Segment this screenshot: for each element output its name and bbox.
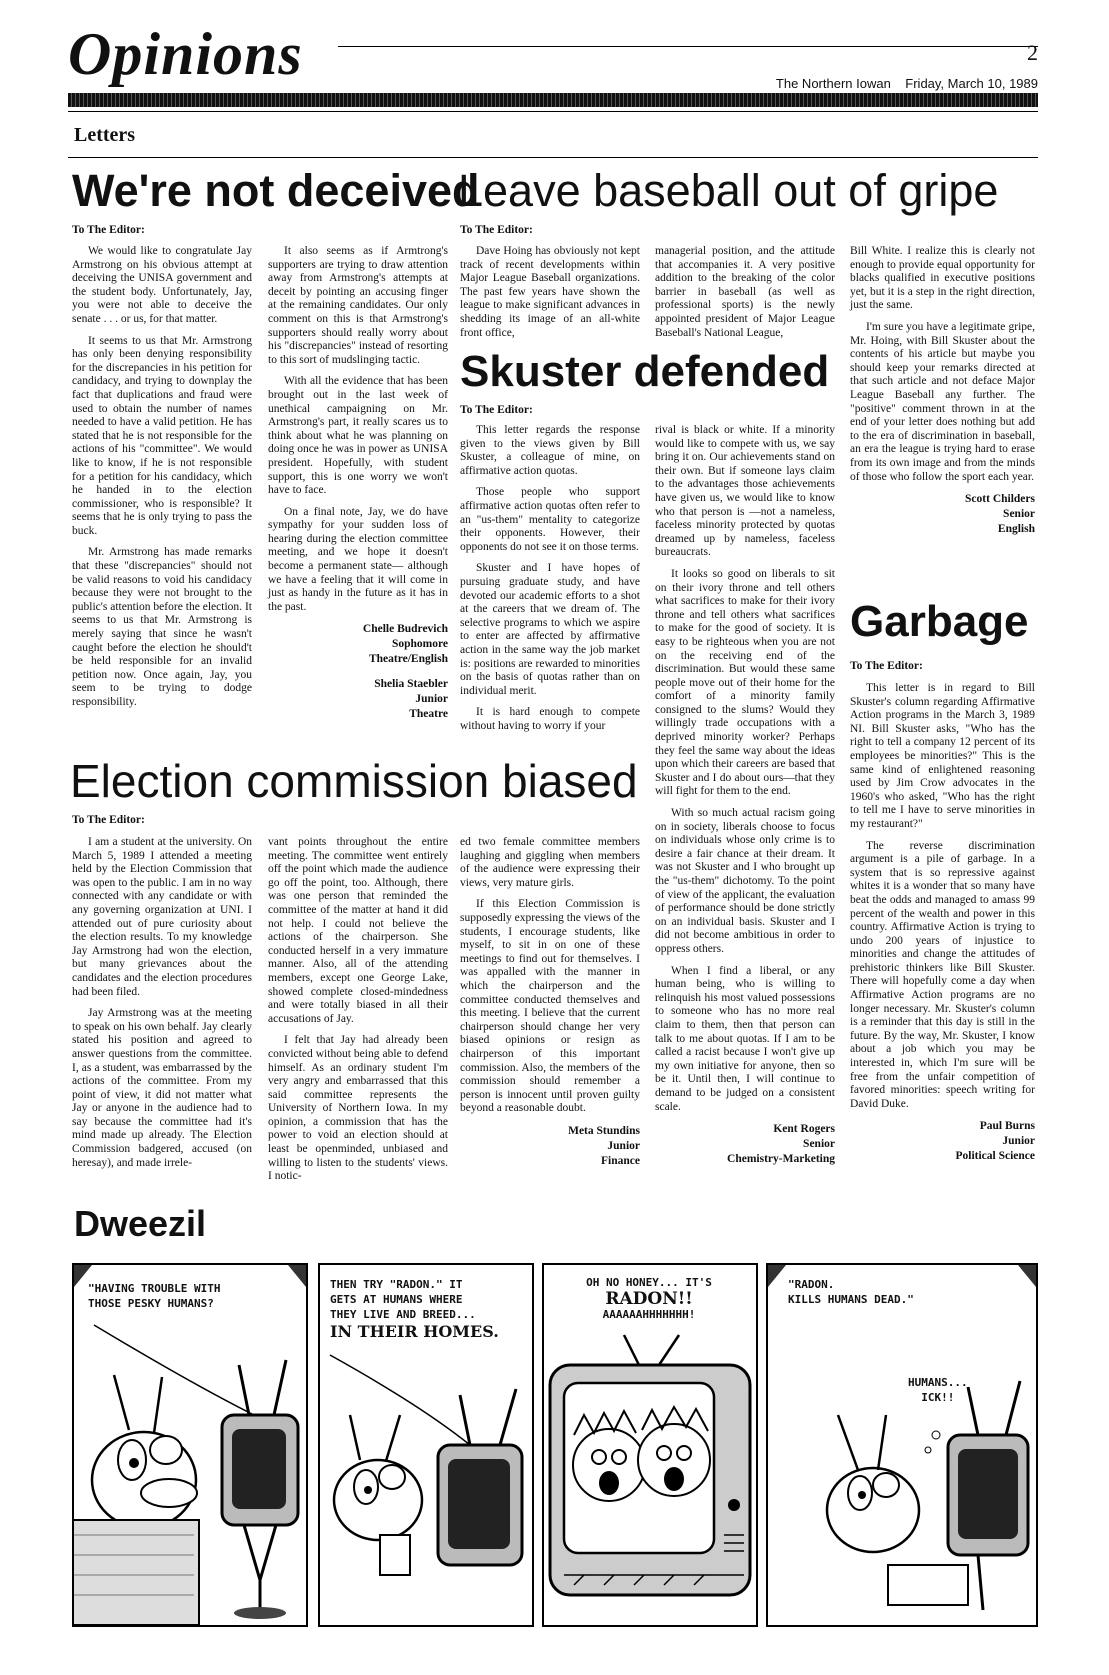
letter2-paragraph: I'm sure you have a legitimate gripe, Mr. Hoing, with Bill Skuster about the contents of his article but maybe you should keep your remarks directed at that such article and not deface Major League Baseball any further. The "positive" comment thrown in at the end of your letter does nothing but add to the era of discrimination in baseball, an era the league is trying hard to erase from its own image and from the minds of those who follow the sport each year. (850, 320, 1035, 483)
letter3-salutation: To The Editor: (460, 404, 533, 416)
letter1-paragraph: Mr. Armstrong has made remarks that these "discrepancies" should not be valid reasons to void his candidacy because they were not brought to the public's attention before the election. It seems to us that Mr. Armstrong is merely saying that since he wasn't caught before the election he should't be held responsible for an invalid petition now. Once again, Jay, you seem to be trying to dodge responsibility. (72, 546, 252, 708)
letter1-column-2 (268, 245, 448, 722)
letter1-signature-2 (268, 677, 448, 722)
letter3-paragraph: This letter regards the response given to the views given by Bill Skuster, a colleague of mine, on affirmative action quotas. (460, 424, 640, 477)
letter1-salutation: To The Editor: (72, 224, 145, 236)
comic-panel-4-caption (788, 1277, 914, 1307)
caption-line: THEN TRY "RADON." IT (330, 1278, 463, 1291)
caption-line: THEY LIVE AND BREED... (330, 1308, 476, 1321)
letter2-headline: Leave baseball out of gripe (458, 165, 999, 216)
page-number: 2 (1027, 40, 1038, 65)
letter1-column-1 (72, 245, 252, 718)
signer-name: Paul Burns (979, 1120, 1035, 1133)
letter3-paragraph: Skuster and I have hopes of pursuing graduate study, and have devoted our academic efforts to a shot at the careers that we dream of. The selective programs to which we aspire to enter are affected by affirmative action in the same way the job market is: positions are rewarded to minorities on the basis of quotas rather than on individual merit. (460, 562, 640, 697)
caption-line: GETS AT HUMANS WHERE (330, 1293, 463, 1306)
caption-line: ICK!! (921, 1391, 955, 1404)
letter5-column-3 (460, 836, 640, 1169)
letter5-paragraph: If this Election Commission is supposedly expressing the views of the students, I encourage students, like myself, to sit in on one of these meetings to find out for themselves. I was appalled with the manner in which the chairperson and the committee conducted themselves and this meeting. I believe that the current chairperson should change her very biased opinions or resign as chairperson of this important commission. Also, the members of the commission should remember a person is innocent until proven guilty beyond a reasonable doubt. (460, 898, 640, 1115)
comic-panel-4-art (768, 1265, 1036, 1625)
comic-panel-1-art (74, 1265, 306, 1625)
letter3-headline: Skuster defended (460, 347, 830, 396)
caption-line: "HAVING TROUBLE WITH (88, 1282, 221, 1295)
comic-panel-4-thought (908, 1375, 968, 1405)
letter5-paragraph: Jay Armstrong was at the meeting to speak on his own behalf. Jay clearly stated his position and agreed to answer questions from the committee. I, as a student, was embarrassed by the actions of the committee. From my point of view, it did not matter what Jay or anyone in the audience had to say because the committee had it's mind made up already. The Election Commission badgered, accused (on heresay), and made irrele- (72, 1007, 252, 1169)
section-rule (68, 157, 1038, 158)
letter5-headline: Election commission biased (70, 755, 638, 807)
letter1-paragraph: With all the evidence that has been brought out in the last week of unethical campaigning on Mr. Armstrong's part, it really scares us to think about what he was planning on doing once he was in power as UNISA president. Hopefully, with student support, this is one worry we won't have to face. (268, 375, 448, 497)
letter3-column-1 (460, 424, 640, 741)
signer-major: Theatre (409, 708, 448, 721)
signer-year: Junior (607, 1139, 640, 1152)
signer-major: Theatre/English (368, 653, 448, 666)
publication-name: The Northern Iowan (775, 76, 891, 91)
signer-name: Shelia Staebler (374, 678, 448, 691)
signer-name: Chelle Budrevich (362, 623, 448, 636)
section-title: Opinions (68, 21, 303, 87)
letter2-column-1 (460, 245, 640, 348)
letter1-paragraph: On a final note, Jay, we do have sympathy for your sudden loss of hearing during the election committee meeting, and we hope it doesn't become a permanent state— although we have a feeling that it will come in just as handy in the future as it has in the past. (268, 505, 448, 613)
masthead-rule (338, 46, 1038, 47)
caption-line: "RADON. (788, 1278, 835, 1291)
letter1-paragraph: It seems to us that Mr. Armstrong has only been denying responsibility for the discrepancies in his petition for candidacy, and trying to downplay the fact that duplications and fraud were used to obtain the number of names needed to have a valid petition. He has stated that he is not responsible for the actions of his "committee". We would like to know, if he is not responsible for a petition for his candidacy, which he handed in to the election commissioner, who is responsible? It seems that he is only trying to pass the buck. (72, 334, 252, 537)
letter5-paragraph: vant points throughout the entire meeting. The committee went entirely off the point which made the audience go off the point, too. Although, there was one person that reminded the committee of the matter at hand it did not help. I could not believe the actions of the chairperson. She conducted herself in a very immature manner. Also, all of the attending members, except one George Lake, showed complete closed-mindedness and were totally biased in all their accusations of Jay. (268, 836, 448, 1025)
caption-line: OH NO HONEY... IT'S (586, 1276, 712, 1289)
signer-major: English (997, 523, 1035, 536)
letter4-column-1 (850, 682, 1035, 1164)
letter4-salutation: To The Editor: (850, 660, 923, 672)
letter3-paragraph: With so much actual racism going on in society, liberals choose to focus on individuals whose only crime is to desire a fair chance at their dream. It was not Skuster and I who brought up the "us-them" dichotomy. To the point of view of the applicant, the evaluation of performance should be done strictly on an individual basis. Skuster and I did not become ambitious in order to oppress others. (655, 807, 835, 955)
masthead-bar (68, 93, 1038, 107)
caption-line-emphasis: IN THEIR HOMES. (330, 1322, 499, 1341)
comic-title: Dweezil (74, 1203, 207, 1244)
letter4-signature (850, 1119, 1035, 1164)
letter5-paragraph: I felt that Jay had already been convicted without being able to defend himself. As an ordinary student I'm very angry and embarrassed that this said committee represents the University of Northern Iowa. In my opinion, a commission that has the power to void an election should at least be openminded, unbiased and willing to listen to the students' views. I notic- (268, 1034, 448, 1183)
letter2-column-2 (655, 245, 835, 348)
letter3-paragraph: rival is black or white. If a minority would like to compete with us, we say bring it on. Our achievements stand on their own. But if someone lays claim to the advantages those achievements have given us, we would like to know who that person is —not a nameless, faceless minority protected by quotas dreamed up by nameless, faceless bureaucrats. (655, 424, 835, 559)
masthead (68, 18, 1038, 113)
caption-line: AAAAAAHHHHHHH! (602, 1308, 696, 1321)
caption-line: HUMANS... (908, 1376, 968, 1389)
letter2-paragraph: Dave Hoing has obviously not kept track of recent developments within Major League Baseball organizations. The past few years have shown the league to make significant advances in shedding its image of an all-white front office, (460, 245, 640, 339)
letter4-headline: Garbage (850, 597, 1029, 646)
signer-year: Sophomore (391, 638, 448, 651)
letter3-column-2 (655, 424, 835, 1167)
signer-name: Scott Childers (965, 493, 1035, 506)
signer-year: Senior (1003, 508, 1035, 521)
letter2-salutation: To The Editor: (460, 224, 533, 236)
caption-line: KILLS HUMANS DEAD." (788, 1293, 914, 1306)
comic-panel-3 (542, 1263, 758, 1627)
comic-panel-1 (72, 1263, 308, 1627)
comic-panel-4 (766, 1263, 1038, 1627)
letter5-signature (460, 1124, 640, 1169)
letter3-signature (655, 1122, 835, 1167)
signer-major: Finance (601, 1154, 640, 1167)
letter5-column-2 (268, 836, 448, 1192)
comic-panel-2-caption (330, 1277, 499, 1339)
publication-dateline (776, 76, 1038, 91)
letter3-paragraph: It is hard enough to compete without having to worry if your (460, 706, 640, 732)
letter4-paragraph: This letter is in regard to Bill Skuster's column regarding Affirmative Action programs in the March 3, 1989 NI. Bill Skuster asks, "Who has the right to tell a company 12 percent of its employees be minorities?" This is the same kind of enlightened reasoning used by Jim Crow advocates in the 1960's who asked, "Who has the right to tell me I have to serve minorities in my restaurant?" (850, 682, 1035, 830)
section-label: Letters (74, 124, 136, 146)
signer-major: Political Science (955, 1150, 1035, 1163)
letter1-paragraph: We would like to congratulate Jay Armstrong on his obvious attempt at deceiving the UNISA government and the student body. Unfortunately, Jay, you were not able to deceive the senate . . . or us, for that matter. (72, 245, 252, 325)
signer-major: Chemistry-Marketing (727, 1153, 835, 1166)
signer-name: Meta Stundins (568, 1124, 640, 1137)
comic-panel-3-caption (574, 1275, 724, 1323)
letter5-paragraph: I am a student at the university. On March 5, 1989 I attended a meeting held by the Election Commission that was open to the public. I am in no way connected with any candidate or with any governing organization at UNI. I attended out of pure curiosity about the election results. To my knowledge Jay Armstrong had won the election, but many grievances about the candidates and the election procedures had been filed. (72, 836, 252, 998)
signer-year: Junior (415, 693, 448, 706)
signer-year: Senior (803, 1138, 835, 1151)
letter2-signature (850, 492, 1035, 537)
letter2-paragraph: managerial position, and the attitude that accompanies it. A very positive addition to the breaking of the color barrier in baseball (as well as professional sports) is the newly appointed president of Major League Baseball's National League, (655, 245, 835, 339)
letter3-paragraph: When I find a liberal, or any human being, who is willing to relinquish his most valued possessions to someone who has no more real claim to them, then that person can talk to me about quotas. If I am to be called a racist because I won't give up my own initiative for anyone, then so be it. Until then, I will continue to demand to be judged on a consistent scale. (655, 964, 835, 1113)
letter5-column-1 (72, 836, 252, 1178)
signer-name: Kent Rogers (773, 1123, 835, 1136)
letter3-paragraph: Those people who support affirmative action quotas often refer to an "us-them" mentality to categorize their opponents. However, their opponents do not see it on those terms. (460, 486, 640, 553)
letter5-salutation: To The Editor: (72, 814, 145, 826)
letter2-paragraph: Bill White. I realize this is clearly not enough to provide equal opportunity for blacks qualified in executive positions yet, but it is a step in the right direction, just the same. (850, 245, 1035, 312)
caption-line: THOSE PESKY HUMANS? (88, 1297, 214, 1310)
letter1-signature-1 (268, 622, 448, 667)
issue-date: Friday, March 10, 1989 (905, 76, 1038, 91)
comic-panel-2 (318, 1263, 534, 1627)
letter2-column-3 (850, 245, 1035, 537)
letter5-paragraph: ed two female committee members laughing and giggling when members of the audience were expressing their views, very mature girls. (460, 836, 640, 889)
letter4-paragraph: The reverse discrimination argument is a pile of garbage. In a system that is so repressive against whites it is a wonder that so many have beat the odds and managed to amass 99 percent of the wealth and power in this country. Affirmative Action is trying to undo 200 years of injustice to minorities and change the attitudes of prehistoric thinkers like Bill Skuster. There will hopefully come a day when Affirmative Action programs are no longer necessary. Mr. Skuster's column is a reminder that this day is still in the future. By the way, Mr. Skuster, I know about a job which you may be interested in, which I'm sure will be free from the unfair competition of favored minorities: speech writing for David Duke. (850, 839, 1035, 1110)
letter1-paragraph: It also seems as if Armtrong's supporters are trying to draw attention away from Armstrong's attempts at deceit by pointing an accusing finger at the remaining candidates. Our only comment on this is that Armstrong's supporters should really worry about his "discrepancies" instead of resorting to this sort of mudslinging tactic. (268, 245, 448, 366)
comic-panel-1-caption (88, 1281, 220, 1311)
letter3-paragraph: It looks so good on liberals to sit on their ivory throne and tell others what sacrifices to make for their ivory throne and tell others what sacrifices to make for the good of society. It is easy to be righteous when you are not on the receiving end of the discrimination. But would these same people move out of their home for the comfort of a minority family consigned to the slums? Would they willingly trade occupations with a deprived minority worker? Perhaps they feel the same way about the ideas upon which their careers are based that Skuster and I do about ours—that they will fight for them to the end. (655, 567, 835, 798)
signer-year: Junior (1002, 1135, 1035, 1148)
caption-line-emphasis: RADON!! (605, 1289, 693, 1309)
masthead-thin-rule (68, 111, 1038, 112)
letter1-headline: We're not deceived (72, 165, 480, 216)
